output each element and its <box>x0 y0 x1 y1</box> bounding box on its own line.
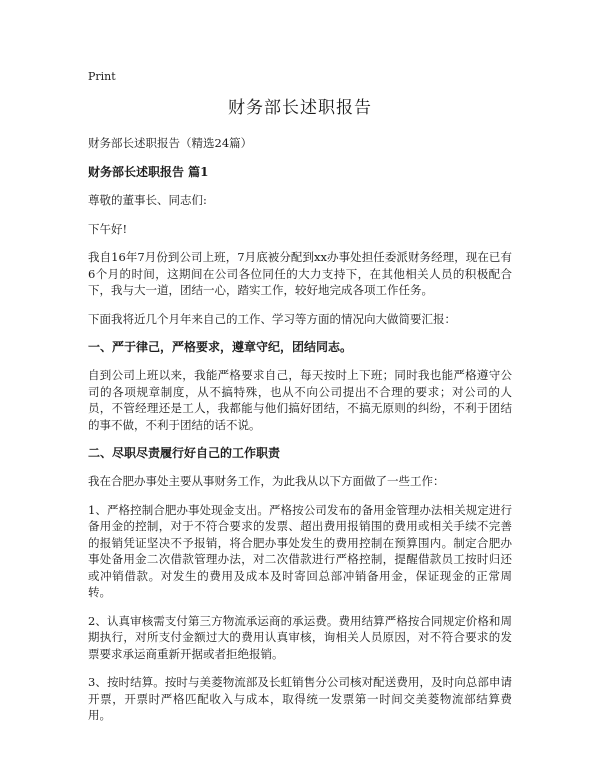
duty-item-2: 2、认真审核需支付第三方物流承运商的承运费。费用结算严格按合同规定价格和周期执行，对所支付金额过大的费用认真审核，询相关人员原因，对不符合要求的发票要求承运商重新开据或者拒绝报销。 <box>88 613 512 661</box>
report-intro-paragraph: 下面我将近几个月年来自己的工作、学习等方面的情况向大做简要汇报： <box>88 311 456 326</box>
heading-discipline: 一、严于律己，严格要求，遵章守纪，团结同志。 <box>88 340 353 354</box>
intro-paragraph: 我自16年7月份到公司上班，7月底被分配到xx办事处担任委派财务经理，现在已有6个月的时间，这期间在公司各位同任的大力支持下，在其他相关人员的积极配合下，我与大一道，团结一心，踏实工作，较好地完成各项工作任务。 <box>88 250 512 297</box>
page-title: 财务部长述职报告 <box>228 98 372 118</box>
duty-item-1: 1、严格控制合肥办事处现金支出。严格按公司发布的备用金管理办法相关规定进行备用金的控制，对于不符合要求的发票、超出费用报销围的费用或相关手续不完善的报销凭证坚决不予报销，将合肥办事处发生的费用控制在预算围内。制定合肥办事处备用金二次借款管理办法，对二次借款进行严格控制，提醒借款员工按时归还或冲销借款。对发生的费用及成本及时寄回总部冲销备用金，保证现金的正常周转。 <box>88 502 512 599</box>
discipline-paragraph: 自到公司上班以来，我能严格要求自己，每天按时上下班；同时我也能严格遵守公司的各项规章制度，从不搞特殊，也从不向公司提出不合理的要求；对公司的人员，不管经理还是工人，我都能与他们搞好团结，不搞无原则的纠纷，不利于团结的事不做，不利于团结的话不说。 <box>88 368 512 432</box>
salutation: 下午好! <box>88 221 128 236</box>
section-title: 财务部长述职报告 篇1 <box>88 165 209 179</box>
document-subtitle: 财务部长述职报告（精选24篇） <box>88 136 253 150</box>
duty-item-3: 3、按时结算。按时与美菱物流部及长虹销售分公司核对配送费用，及时向总部申请开票，开票时严格匹配收入与成本，取得统一发票第一时间交美菱物流部结算费用。 <box>88 675 512 722</box>
print-label[interactable]: Print <box>88 70 116 83</box>
greeting: 尊敬的董事长、同志们: <box>88 193 207 207</box>
duties-intro-paragraph: 我在合肥办事处主要从事财务工作，为此我从以下方面做了一些工作： <box>88 474 445 488</box>
heading-duties: 二、尽职尽责履行好自己的工作职责 <box>88 446 281 460</box>
